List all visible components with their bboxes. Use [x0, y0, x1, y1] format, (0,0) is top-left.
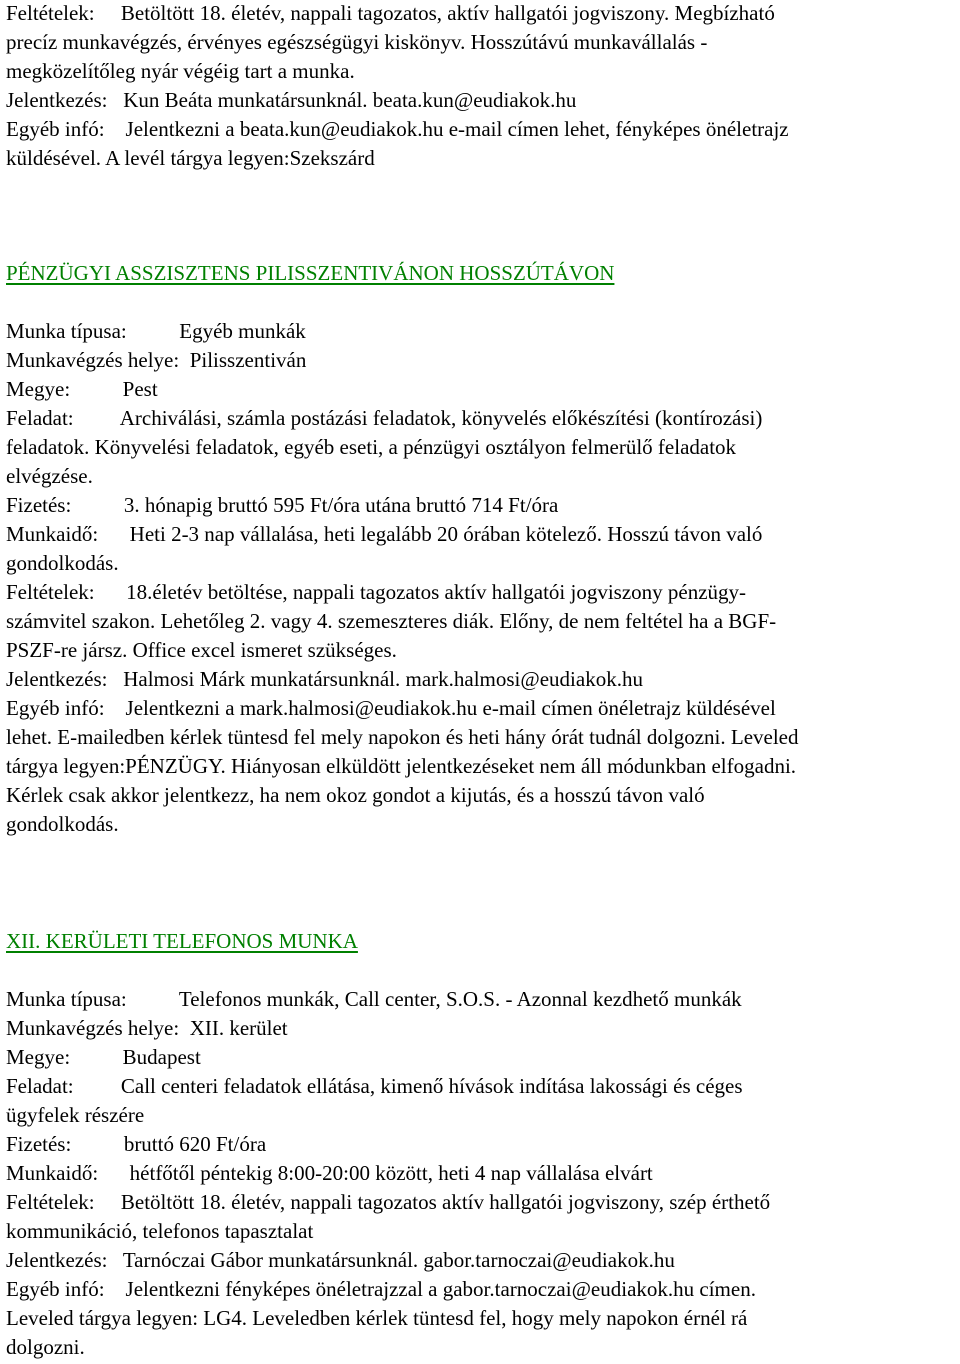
text-line: elvégzése. — [6, 464, 93, 488]
field-jelentkezes: Jelentkezés: Tarnóczai Gábor munkatársunknál. gabor.tarnoczai@eudiakok.hu — [6, 1248, 675, 1272]
text-line: ügyfelek részére — [6, 1103, 145, 1127]
text-line: megközelítőleg nyár végéig tart a munka. — [6, 59, 355, 83]
field-egyeb-info: Egyéb infó: Jelentkezni fényképes önéletrajzzal a gabor.tarnoczai@eudiakok.hu címen. — [6, 1277, 756, 1301]
field-fizetes: Fizetés: bruttó 620 Ft/óra — [6, 1132, 267, 1156]
field-fizetes: Fizetés: 3. hónapig bruttó 595 Ft/óra utána bruttó 714 Ft/óra — [6, 493, 559, 517]
text-line: lehet. E-mailedben kérlek tüntesd fel mely napokon és heti hány órát tudnál dolgozni. Leveled — [6, 725, 799, 749]
field-feladat: Feladat: Archiválási, számla postázási feladatok, könyvelés előkészítési (kontírozási) — [6, 406, 763, 430]
section-heading-telefonos: XII. KERÜLETI TELEFONOS MUNKA — [6, 929, 358, 953]
text-line: tárgya legyen:PÉNZÜGY. Hiányosan elküldött jelentkezéseket nem áll módunkban elfogadni. — [6, 754, 797, 778]
text-line: számvitel szakon. Lehetőleg 2. vagy 4. szemeszteres diák. Előny, de nem feltétel ha a BGF- — [6, 609, 777, 633]
text-line: precíz munkavégzés, érvényes egészségügyi kiskönyv. Hosszútávú munkavállalás - — [6, 30, 708, 54]
text-line: gondolkodás. — [6, 551, 119, 575]
field-munka-tipusa: Munka típusa: Telefonos munkák, Call center, S.O.S. - Azonnal kezdhető munkák — [6, 987, 742, 1011]
field-megye: Megye: Pest — [6, 377, 158, 401]
field-munka-tipusa: Munka típusa: Egyéb munkák — [6, 319, 306, 343]
text-line: Jelentkezés: Kun Beáta munkatársunknál. beata.kun@eudiakok.hu — [6, 88, 577, 112]
field-munkaido: Munkaidő: hétfőtől péntekig 8:00-20:00 között, heti 4 nap vállalása elvárt — [6, 1161, 653, 1185]
field-feltetelek: Feltételek: Betöltött 18. életév, nappali tagozatos aktív hallgatói jogviszony, szép érthető — [6, 1190, 771, 1214]
field-egyeb-info: Egyéb infó: Jelentkezni a mark.halmosi@eudiakok.hu e-mail címen önéletrajz küldésével — [6, 696, 776, 720]
text-line: gondolkodás. — [6, 812, 119, 836]
text-line: kommunikáció, telefonos tapasztalat — [6, 1219, 314, 1243]
text-line: Egyéb infó: Jelentkezni a beata.kun@eudiakok.hu e-mail címen lehet, fényképes önéletrajz — [6, 117, 789, 141]
section-heading-penzugyi: PÉNZÜGYI ASSZISZTENS PILISSZENTIVÁNON HOSSZÚTÁVON — [6, 261, 615, 285]
field-munkavegzes-helye: Munkavégzés helye: XII. kerület — [6, 1016, 288, 1040]
field-feltetelek: Feltételek: 18.életév betöltése, nappali tagozatos aktív hallgatói jogviszony pénzügy- — [6, 580, 747, 604]
text-line: dolgozni. — [6, 1335, 85, 1359]
text-line: feladatok. Könyvelési feladatok, egyéb eseti, a pénzügyi osztályon felmerülő feladatok — [6, 435, 737, 459]
text-line: Leveled tárgya legyen: LG4. Leveledben kérlek tüntesd fel, hogy mely napokon érnél rá — [6, 1306, 748, 1330]
field-megye: Megye: Budapest — [6, 1045, 201, 1069]
text-line: küldésével. A levél tárgya legyen:Szekszárd — [6, 146, 375, 170]
field-jelentkezes: Jelentkezés: Halmosi Márk munkatársunknál. mark.halmosi@eudiakok.hu — [6, 667, 643, 691]
field-munkaido: Munkaidő: Heti 2-3 nap vállalása, heti legalább 20 órában kötelező. Hosszú távon való — [6, 522, 763, 546]
text-line: Kérlek csak akkor jelentkezz, ha nem okoz gondot a kijutás, és a hosszú távon való — [6, 783, 705, 807]
field-munkavegzes-helye: Munkavégzés helye: Pilisszentiván — [6, 348, 307, 372]
text-line: PSZF-re jársz. Office excel ismeret szükséges. — [6, 638, 397, 662]
field-feladat: Feladat: Call centeri feladatok ellátása, kimenő hívások indítása lakossági és céges — [6, 1074, 743, 1098]
text-line: Feltételek: Betöltött 18. életév, nappali tagozatos, aktív hallgatói jogviszony. Megbízható — [6, 1, 775, 25]
